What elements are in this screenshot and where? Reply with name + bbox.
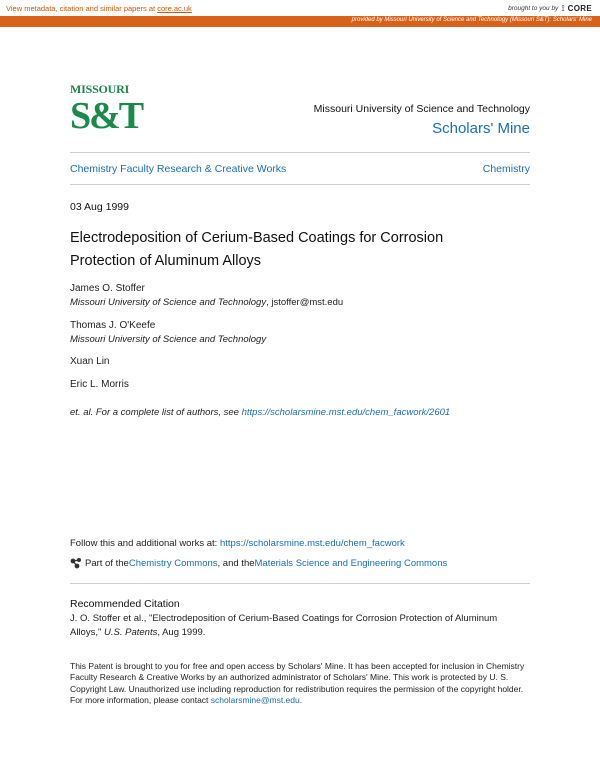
affiliation-text: Missouri University of Science and Technology: [70, 334, 267, 345]
core-brand-label: CORE: [567, 4, 592, 13]
part-of-line: [70, 557, 447, 569]
follow-works-line: [70, 538, 405, 549]
contact-email-link[interactable]: scholarsmine@mst.edu: [210, 694, 300, 705]
et-al-prefix: et. al. For a complete list of authors, see: [70, 407, 242, 418]
core-brand[interactable]: [508, 3, 592, 14]
logo-st-text: S&T: [70, 95, 143, 137]
citation-date: , Aug 1999.: [157, 627, 206, 638]
affiliation-text: Missouri University of Science and Technology: [70, 297, 267, 308]
citation-divider: [70, 583, 530, 584]
follow-works-link[interactable]: https://scholarsmine.mst.edu/chem_facwork: [219, 538, 405, 549]
mst-logo[interactable]: [70, 82, 143, 138]
document-title: Electrodeposition of Cerium-Based Coatings for Corrosion Protection of Aluminum Alloys: [70, 230, 444, 269]
materials-commons-link[interactable]: Materials Science and Engineering Commons: [254, 557, 448, 569]
core-metadata-text: [6, 4, 192, 13]
provided-by-bar: [0, 16, 600, 27]
author-name: Xuan Lin: [70, 356, 110, 367]
network-icon: [70, 557, 82, 569]
author-name: James O. Stoffer: [70, 283, 145, 294]
citation-heading: Recommended Citation: [70, 598, 180, 610]
brought-by-label: brought to you by: [508, 5, 559, 12]
citation-text: [70, 612, 520, 640]
author-affiliation: [70, 334, 266, 345]
et-al-note: [70, 407, 450, 418]
open-access-notice: [70, 661, 530, 706]
notice-end: .: [299, 694, 303, 705]
core-logo-icon: ⟟: [561, 3, 565, 13]
part-of-prefix: Part of the: [85, 557, 129, 569]
collection-link[interactable]: Chemistry Faculty Research & Creative Works: [70, 163, 287, 175]
core-link[interactable]: core.ac.uk: [157, 4, 192, 13]
core-metadata-label: View metadata, citation and similar papers at: [6, 4, 158, 13]
publication-date: 03 Aug 1999: [70, 201, 129, 213]
institution-name: Missouri University of Science and Technology: [313, 103, 530, 115]
part-of-middle: , and the: [217, 557, 255, 569]
logo-missouri-text: MISSOURI: [70, 82, 130, 96]
department-link[interactable]: Chemistry: [482, 163, 530, 175]
author-name: Thomas J. O'Keefe: [70, 320, 156, 331]
citation-source: U.S. Patents: [104, 627, 158, 638]
author-email: , jstoffer@mst.edu: [266, 297, 344, 308]
follow-prefix: Follow this and additional works at:: [70, 538, 220, 549]
chemistry-commons-link[interactable]: Chemistry Commons: [128, 557, 218, 569]
collection-divider: [70, 184, 530, 185]
notice-text: This Patent is brought to you for free and open access by Scholars' Mine. It has been accepted for inclusion in Chemistry Faculty Research & Creative Works by an authorized administrator of Scholars' Mine. This work is protected by U. S. Copyright Law. Unauthorized use including reproduction for redistribution requires the permission of the copyright holder. For more information, please contact: [70, 661, 525, 705]
citation-main: J. O. Stoffer et al., "Electrodeposition of Cerium-Based Coatings for Corrosion Protection of Aluminum Alloys,": [70, 613, 498, 638]
header-divider: [70, 152, 530, 153]
authors-list-link[interactable]: https://scholarsmine.mst.edu/chem_facwork/2601: [241, 407, 451, 418]
provided-by-text: provided by Missouri University of Science and Technology (Missouri S&T): Scholars' Mine: [351, 17, 592, 23]
repository-link[interactable]: Scholars' Mine: [432, 120, 530, 137]
author-affiliation: [70, 297, 343, 308]
core-top-bar: [0, 0, 600, 16]
author-name: Eric L. Morris: [70, 379, 129, 390]
